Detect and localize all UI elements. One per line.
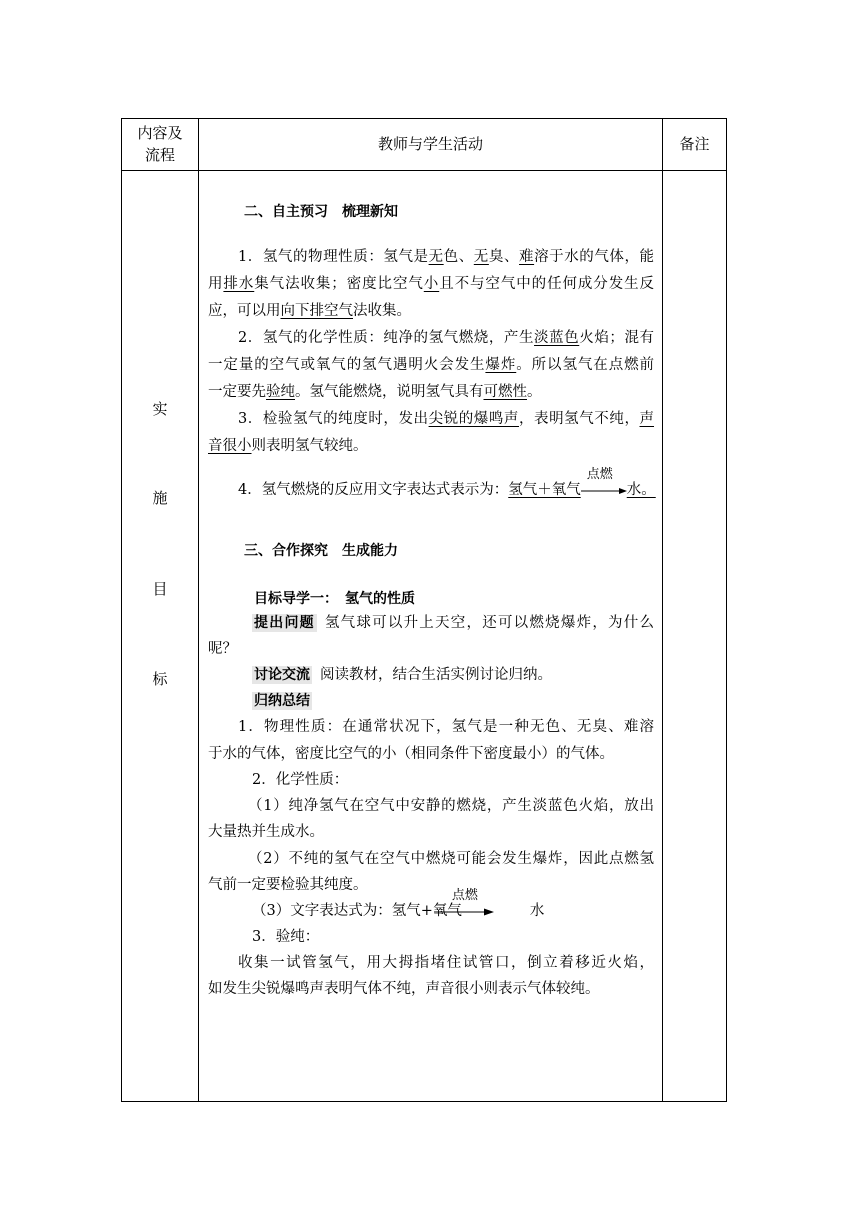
p3-line1: 3．检验氢气的纯度时，发出尖锐的爆鸣声，表明氢气不纯，声 bbox=[238, 411, 655, 427]
p2-line3: 一定要先验纯。氢气能燃烧，说明氢气具有可燃性。 bbox=[208, 384, 542, 400]
p1-line1: 1．氢气的物理性质：氢气是无色、无臭、难溶于水的气体，能 bbox=[238, 249, 655, 265]
section-title-explore: 三、合作探究 生成能力 bbox=[244, 543, 398, 559]
question-line2: 呢？ bbox=[208, 641, 237, 657]
table-header-divider bbox=[121, 170, 727, 171]
p2-line1: 2．氢气的化学性质：纯净的氢气燃烧，产生淡蓝色火焰；混有 bbox=[238, 330, 655, 346]
summary-2-1-line1: （1）纯净氢气在空气中安静的燃烧，产生淡蓝色火焰，放出 bbox=[248, 798, 654, 814]
header-col-notes: 备注 bbox=[679, 135, 710, 153]
summary-3-line1: 收集一试管氢气，用大拇指堵住试管口，倒立着移近火焰， bbox=[238, 955, 654, 971]
discuss-line: 讨论交流 阅读教材，结合生活实例讨论归纳。 bbox=[254, 667, 552, 683]
side-label-char-4: 标 bbox=[152, 670, 168, 688]
tag-summary: 归纳总结 bbox=[254, 693, 310, 709]
header-col-activities: 教师与学生活动 bbox=[377, 135, 483, 153]
summary-1-line1: 1．物理性质：在通常状况下，氢气是一种无色、无臭、难溶 bbox=[238, 719, 654, 735]
summary-tag-line bbox=[252, 691, 312, 711]
p1-line3: 应，可以用向下排空气法收集。 bbox=[208, 303, 411, 319]
table-col-divider-2 bbox=[662, 118, 663, 1102]
summary-1-line2: 于水的气体，密度比空气的小（相同条件下密度最小）的气体。 bbox=[208, 746, 614, 762]
side-label-char-1: 实 bbox=[152, 400, 168, 418]
p4-word-equation: 4．氢气燃烧的反应用文字表达式表示为：氢气＋氧气 点燃 水。 bbox=[238, 467, 656, 498]
side-label-char-3: 目 bbox=[152, 580, 168, 598]
header-col1-line2: 流程 bbox=[144, 146, 175, 164]
summary-3: 3．验纯： bbox=[252, 929, 320, 945]
summary-2-2-line2: 气前一定要检验其纯度。 bbox=[208, 877, 368, 893]
summary-3-line2: 如发生尖锐爆鸣声表明气体不纯，声音很小则表示气体较纯。 bbox=[208, 981, 600, 997]
side-label-char-2: 施 bbox=[152, 489, 168, 507]
reaction-condition-2: 点燃 bbox=[451, 888, 478, 903]
table-border-right bbox=[726, 118, 727, 1102]
table-border-top bbox=[121, 118, 727, 119]
summary-2-1-line2: 大量热并生成水。 bbox=[208, 824, 324, 840]
p2-line2: 一定量的空气或氧气的氢气遇明火会发生爆炸。所以氢气在点燃前 bbox=[208, 357, 655, 373]
tag-discuss: 讨论交流 bbox=[254, 667, 310, 683]
table-border-bottom bbox=[121, 1101, 727, 1102]
summary-2-2-line1: （2）不纯的氢气在空气中燃烧可能会发生爆炸，因此点燃氢 bbox=[248, 851, 654, 867]
reaction-condition: 点燃 bbox=[586, 467, 613, 482]
summary-2-3-equation: （3）文字表达式为：氢气+氧气 点燃 水 bbox=[252, 888, 545, 919]
p3-line2: 音很小则表明氢气较纯。 bbox=[208, 438, 368, 454]
section-title-preview: 二、自主预习 梳理新知 bbox=[244, 204, 398, 220]
reaction-arrow-2 bbox=[434, 888, 494, 921]
question-line1: 提出问题 氢气球可以升上天空，还可以燃烧爆炸，为什么 bbox=[254, 615, 655, 631]
header-col1-line1: 内容及 bbox=[137, 124, 183, 142]
table-col-divider-1 bbox=[198, 118, 199, 1102]
goal-heading: 目标导学一： 氢气的性质 bbox=[254, 591, 415, 607]
tag-question: 提出问题 bbox=[254, 615, 315, 631]
reaction-arrow bbox=[581, 467, 627, 500]
p1-line2: 用排水集气法收集；密度比空气小且不与空气中的任何成分发生反 bbox=[208, 276, 655, 292]
header-col-content-flow bbox=[122, 122, 198, 166]
summary-2: 2．化学性质： bbox=[252, 772, 349, 788]
table-border-left bbox=[121, 118, 122, 1102]
